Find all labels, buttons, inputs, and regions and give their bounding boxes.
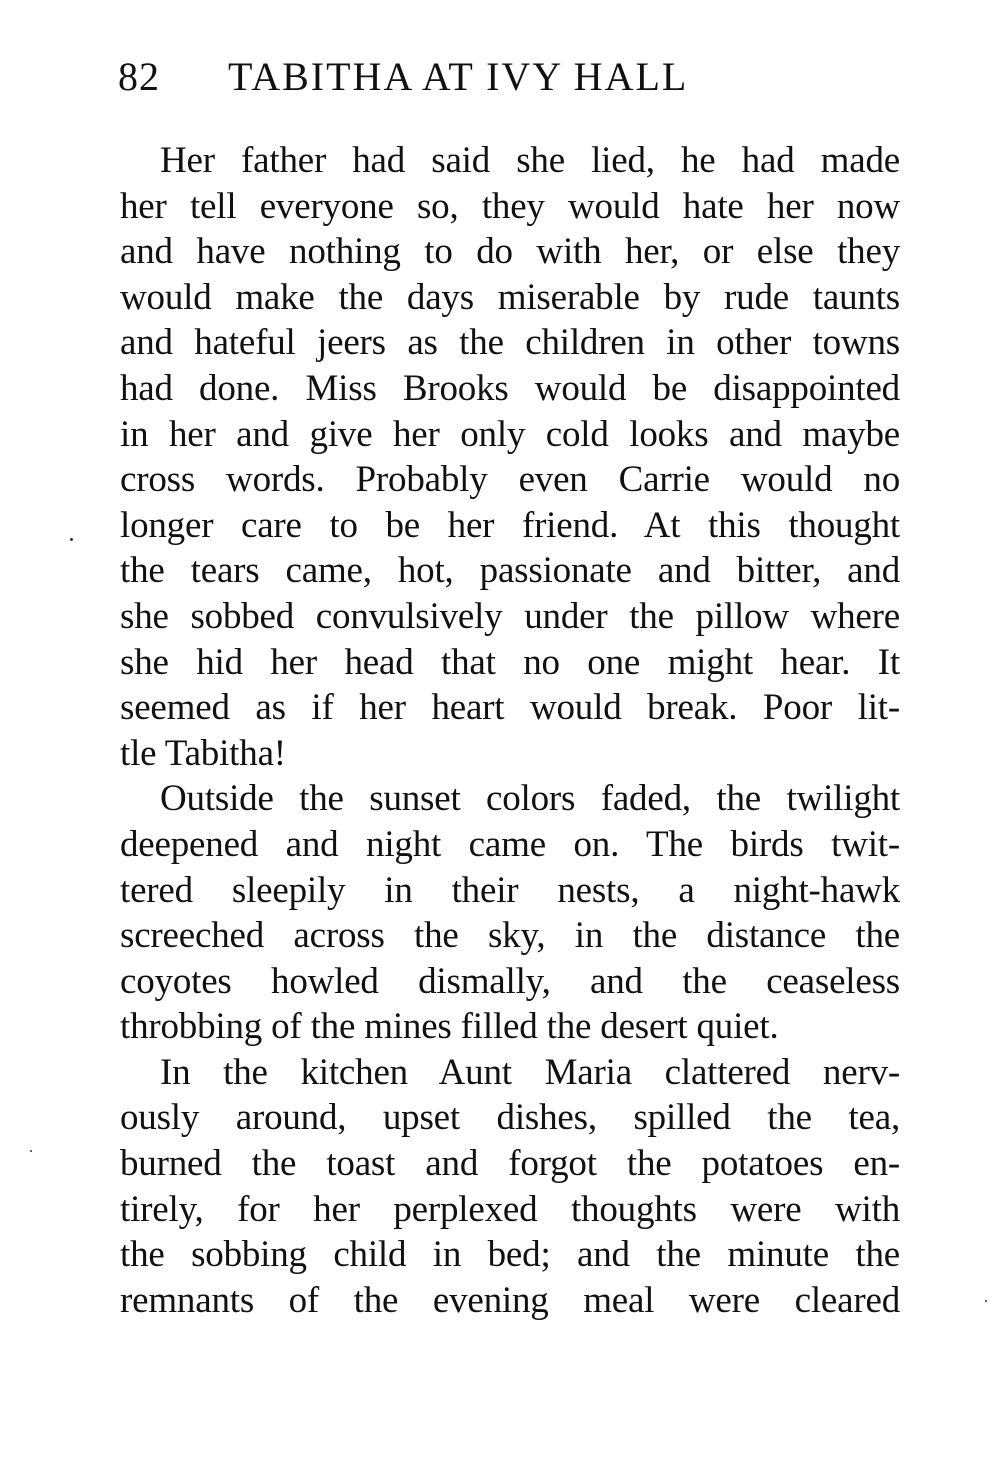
text-line: screeched across the sky, in the distance the [120, 915, 900, 957]
text-line: coyotes howled dismally, and the ceaseless [120, 960, 900, 1002]
text-line: had done. Miss Brooks would be disappointed [120, 367, 900, 409]
page-number: 82 [118, 54, 160, 99]
running-head [118, 52, 818, 102]
book-title: TABITHA AT IVY HALL [228, 54, 689, 99]
text-line: remnants of the evening meal were cleared [120, 1279, 900, 1321]
text-line: Her father had said she lied, he had made [160, 140, 900, 181]
text-line: would make the days miserable by rude taunts [120, 276, 900, 318]
text-line: and hateful jeers as the children in other towns [120, 322, 900, 364]
text-line: deepened and night came on. The birds twit- [120, 823, 900, 865]
text-line: her tell everyone so, they would hate her now [120, 185, 900, 227]
text-line: throbbing of the mines filled the desert quiet. [120, 1006, 779, 1048]
text-line: tirely, for her perplexed thoughts were with [120, 1188, 900, 1230]
text-line: burned the toast and forgot the potatoes en- [120, 1143, 900, 1185]
text-line: she sobbed convulsively under the pillow where [120, 595, 900, 637]
scan-speck [70, 538, 73, 541]
text-line: the sobbing child in bed; and the minute the [120, 1234, 900, 1276]
text-line: the tears came, hot, passionate and bitter, and [120, 550, 900, 592]
text-line: in her and give her only cold looks and maybe [120, 413, 900, 455]
text-line: In the kitchen Aunt Maria clattered nerv- [160, 1051, 900, 1093]
scan-speck [30, 1150, 32, 1152]
text-line: seemed as if her heart would break. Poor lit- [120, 687, 900, 729]
text-line: tered sleepily in their nests, a night-hawk [120, 869, 900, 911]
body-text [120, 138, 900, 1323]
text-line: and have nothing to do with her, or else they [120, 231, 900, 273]
scan-speck [985, 1300, 987, 1302]
text-line: she hid her head that no one might hear. It [120, 641, 900, 683]
text-line: cross words. Probably even Carrie would no [120, 459, 900, 501]
text-line: longer care to be her friend. At this thought [120, 504, 900, 546]
text-line: tle Tabitha! [120, 732, 286, 774]
text-line: ously around, upset dishes, spilled the tea, [120, 1097, 900, 1139]
text-line: Outside the sunset colors faded, the twilight [160, 778, 900, 820]
